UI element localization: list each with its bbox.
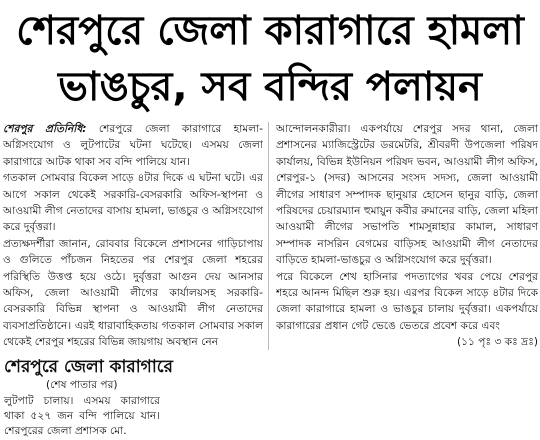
article-left-column — [3, 121, 263, 353]
continuation-section — [0, 356, 262, 440]
headline — [0, 0, 540, 118]
article-paragraph: গতকাল সোমবার বিকেল সাড়ে ৪টার দিকে এ ঘটনা ঘটে। এর আগে সকাল থেকেই সরকারি-বেসরকারি অফিস-স্থাপনা ও আওয়ামী লীগ নেতাদের বাসায় হামলা, ভাঙচুর ও অগ্নিসংযোগ করে দুর্বৃত্তরা। — [3, 172, 263, 234]
continuation-title: শেরপুরে জেলা কারাগারে — [4, 357, 173, 377]
byline: শেরপুর প্রতিনিধি: — [3, 123, 87, 135]
headline-line-2: ভাঙচুর, সব বন্দির পলায়ন — [58, 64, 482, 110]
headline-line-1: শেরপুরে জেলা কারাগারে হামলা — [16, 8, 524, 54]
article-right-column — [276, 121, 538, 357]
continuation-body: লুটপাট চালায়। এসময় কারাগারে থাকা ৫২৭ জন বন্দি পালিয়ে যান। শেরপুরের জেলা প্রশাসক মো. — [4, 395, 160, 437]
column-divider — [268, 122, 269, 350]
article-paragraph: পরে বিকেলে শেখ হাসিনার পদত্যাগের খবর পেয়ে শেরপুর শহরে আনন্দ মিছিল শুরু হয়। এরপর বিকেল সাড়ে ৪টার দিকে জেলা কারাগারে হামলা ও ভাঙচুর চালায় দুর্বৃত্তরা। একপর্যায়ে কারাগারের প্রধান গেট ভেঙে ভেতরে প্রবেশ করে এবং — [276, 270, 538, 332]
article-paragraph: আন্দোলনকারীরা। একপর্যায়ে শেরপুর সদর থানা, জেলা প্রশাসনের ম্যাজিস্ট্রেটের ডরমেটরি, শ্রীবরদী উপজেলা পরিষদ কার্যালয়, বিভিন্ন ইউনিয়ন পরিষদ ভবন, আওয়ামী লীগ অফিস, শেরপুর-১ (সদর) আসনের সংসদ সদস্য, জেলা আওয়ামী লীগের সাধারণ সম্পাদক ছানুয়ার হোসেন ছানুর বাড়ি, জেলা পরিষদের চেয়ারম্যান হুমায়ুন কবীর রুমানের বাড়ি, জেলা মহিলা আওয়ামী লীগের সভাপতি শামসুন্নাহার কামাল, সাধারণ সম্পাদক নাসরিন বেগমের বাড়িসহ আওয়ামী লীগ নেতাদের বাড়িতে হামলা-ভাঙচুর ও অগ্নিসংযোগ করে দুর্বৃত্তরা। — [276, 123, 538, 267]
article-paragraph: প্রত্যক্ষদর্শীরা জানান, রোববার বিকেলে প্রশাসনের গাড়িচাপায় ও গুলিতে পাঁচজন নিহতের পর শেরপুর জেলা শহরের পরিস্থিতি উত্তপ্ত হয়ে ওঠে। দুর্বৃত্তরা আগুন দেয় আনসার অফিস, জেলা আওয়ামী লীগের কার্যালয়সহ সরকারি-বেসরকারি বিভিন্ন স্থাপনা ও আওয়ামী লীগ নেতাদের ব্যবসাপ্রতিষ্ঠানে। এরই ধারাবাহিকতায় গতকাল সোমবার সকাল থেকেই শেরপুর শহরের বিভিন্ন জায়গায় অবস্থান নেন — [3, 237, 263, 349]
article-paragraph — [3, 121, 263, 170]
continued-reference: (১১ পৃঃ ৩ কঃ দ্রঃ) — [457, 336, 538, 349]
paragraph-text: শেরপুরে জেলা কারাগারে হামলা-অগ্নিসংযোগ ও লুটপাটের ঘটনা ঘটেছে। এসময় জেলা কারাগারে আটক থাকা সব বন্দি পালিয়ে যান। — [3, 123, 263, 168]
continuation-note: (শেষ পাতার পর) — [46, 379, 118, 391]
